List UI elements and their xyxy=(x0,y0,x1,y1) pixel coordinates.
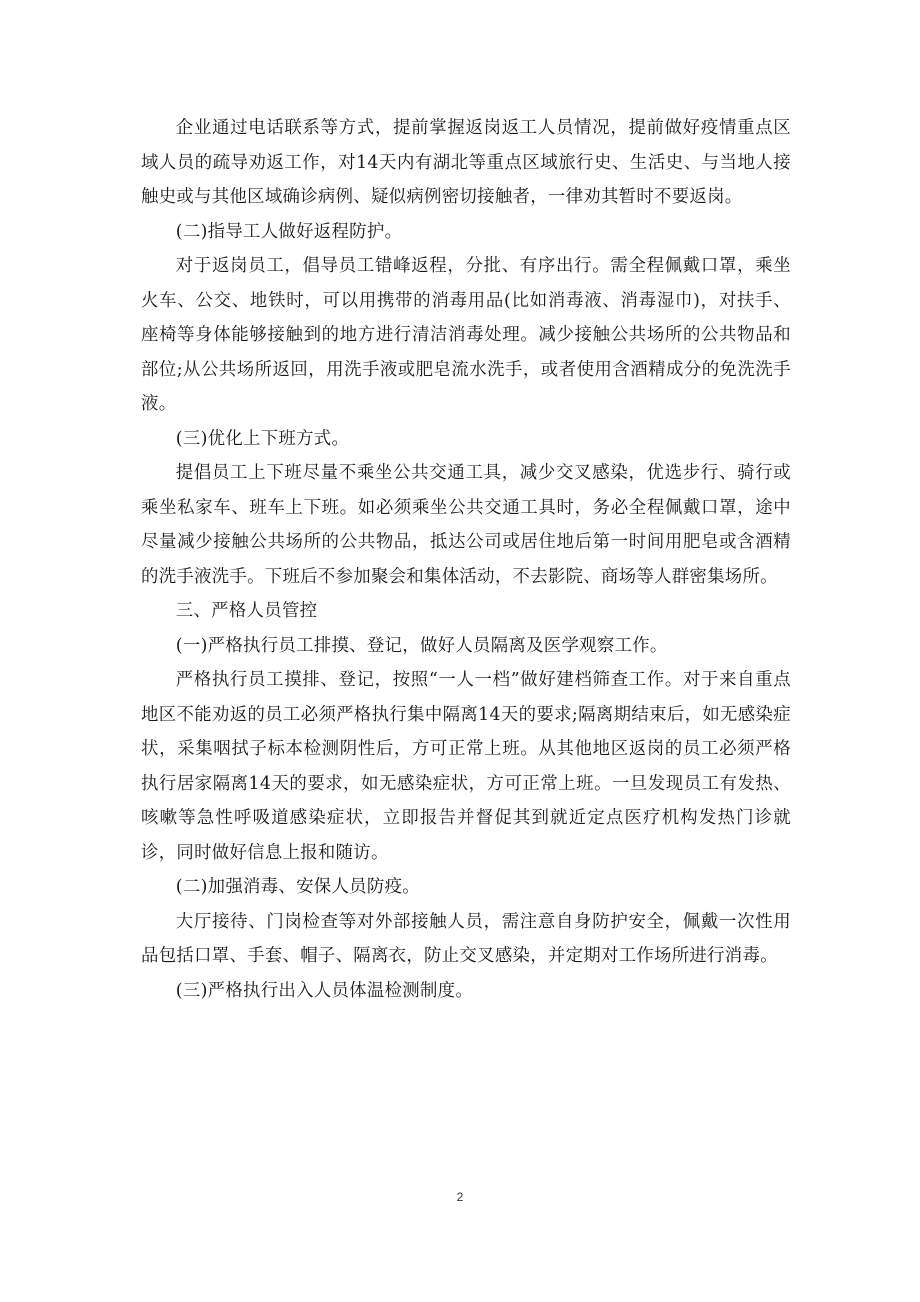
paragraph-employee-return-screening: 企业通过电话联系等方式，提前掌握返岗返工人员情况，提前做好疫情重点区域人员的疏导劝返工作，对14天内有湖北等重点区域旅行史、生活史、与当地人接触史或与其他区域确诊病例、疑似病例密切接触者，一律劝其暂时不要返岗。 xyxy=(141,118,791,207)
section-heading-personnel-control: 三、严格人员管控 xyxy=(175,601,318,621)
paragraph-commute-method: 提倡员工上下班尽量不乘坐公共交通工具，减少交叉感染，优选步行、骑行或乘坐私家车、班车上下班。如必须乘坐公共交通工具时，务必全程佩戴口罩，途中尽量减少接触公共场所的公共物品，抵达公司或居住地后第一时间用肥皂或含酒精的洗手液洗手。下班后不参加聚会和集体活动，不去影院、商场等人群密集场所。 xyxy=(141,463,791,587)
subheading-security-staff-protection: (二)加强消毒、安保人员防疫。 xyxy=(175,877,420,897)
document-body xyxy=(141,111,791,1008)
subheading-commute-protection: (二)指导工人做好返程防护。 xyxy=(175,221,403,242)
paragraph-registration-isolation: 严格执行员工摸排、登记，按照“一人一档”做好建档筛查工作。对于来自重点地区不能劝返的员工必须严格执行集中隔离14天的要求;隔离期结束后，如无感染症状，采集咽拭子标本检测阴性后，方可正常上班。从其他地区返岗的员工必须严格执行居家隔离14天的要求，如无感染症状，方可正常上班。一旦发现员工有发热、咳嗽等急性呼吸道感染症状，立即报告并督促其到就近定点医疗机构发热门诊就诊，同时做好信息上报和随访。 xyxy=(141,670,791,863)
paragraph-security-staff-protection: 大厅接待、门岗检查等对外部接触人员，需注意自身防护安全，佩戴一次性用品包括口罩、手套、帽子、隔离衣，防止交叉感染，并定期对工作场所进行消毒。 xyxy=(141,911,791,966)
subheading-commute-method: (三)优化上下班方式。 xyxy=(175,428,350,449)
paragraph-commute-protection: 对于返岗员工，倡导员工错峰返程，分批、有序出行。需全程佩戴口罩，乘坐火车、公交、地铁时，可以用携带的消毒用品(比如消毒液、消毒湿巾)，对扶手、座椅等身体能够接触到的地方进行清洁消毒处理。减少接触公共场所的公共物品和部位;从公共场所返回，用洗手液或肥皂流水洗手，或者使用含酒精成分的免洗洗手液。 xyxy=(141,256,791,414)
page-number: 2 xyxy=(456,1190,464,1204)
subheading-temperature-check: (三)严格执行出入人员体温检测制度。 xyxy=(175,980,474,1001)
subheading-registration-isolation: (一)严格执行员工排摸、登记，做好人员隔离及医学观察工作。 xyxy=(175,635,668,656)
